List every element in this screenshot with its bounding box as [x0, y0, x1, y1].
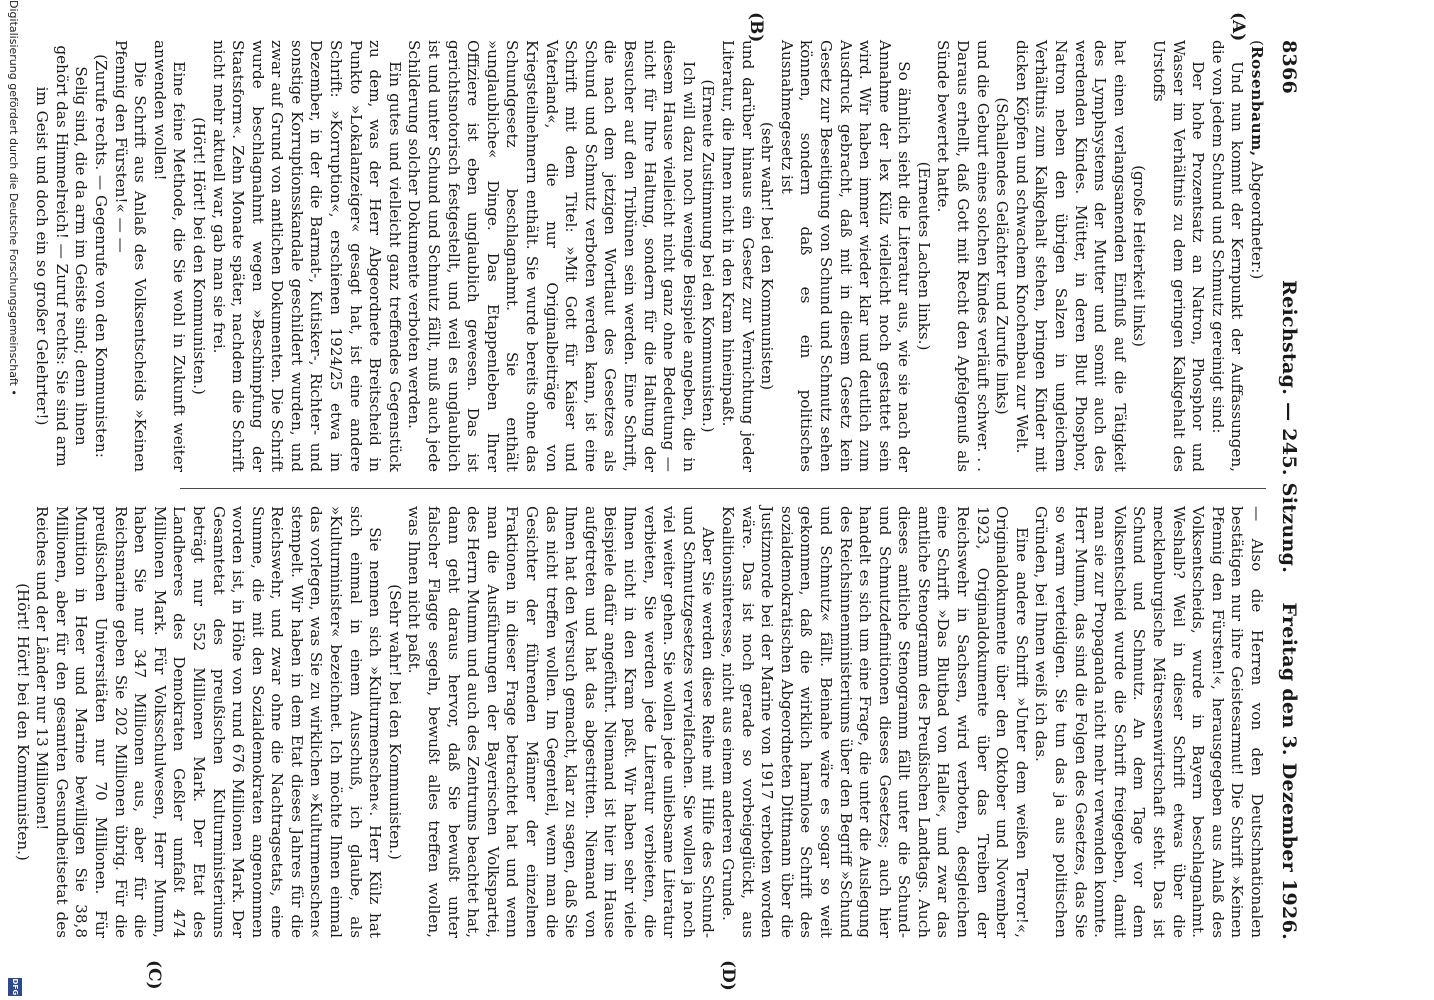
- paragraph: So ähnlich sieht die Literatur aus, wie sie nach der Annahme der lex Külz vielleicht noch gestattet sein wird. Wir haben immer wieder klar und deutlich zum Ausdruck gebracht, daß mit in diesem Gesetz kein Gesetz zur Beseitigung von Schund und Schmutz sehen können, sondern daß es ein politisches Ausnahmegesetz ist: [777, 40, 914, 472]
- paragraph: Eine feine Methode, die Sie wohl in Zukunft weiter anwenden wollen!: [150, 40, 189, 472]
- paragraph: — Also die Herren von den Deutschnationalen bestätigen nur ihre Geistesarmut! Die Schrift »Keinen Pfennig den Fürsten!«, herausgegeben aus Anlaß des Volksentscheids, wurde in Bayern beschlagnahmt. Weshalb? Weil in dieser Schrift etwas über die mecklenburgische Mätressenwirtschaft steht. Das ist Schund und Schmutz. An dem Tage vor dem Volksentscheid wurde die Schrift freigegeben, damit man sie zur Propaganda nicht mehr verwenden konnte. Herr Mumm, das sind die Folgen des Gesetzes, das Sie so warm verteidigen. Sie tun das ja aus politischen Gründen, bei Ihnen weiß ich das.: [1032, 506, 1266, 938]
- digitization-footer: [4, 0, 22, 1000]
- right-column: [13, 506, 1266, 938]
- interjection: (Sehr wahr! bei den Kommunisten.): [385, 584, 404, 860]
- paragraph: Die Schrift aus Anlaß des Volksentscheids »Keinen Pfennig den Fürsten!« — —: [111, 40, 150, 472]
- left-column: [33, 40, 1266, 472]
- dfg-logo: DFG: [8, 978, 22, 996]
- paragraph: hat einen verlangsamenden Einfluß auf die Tätigkeit des Lymphsystems der Mutter und somit auch des werdenden Kindes. Mütter, in deren Blut Phosphor, Natron neben den übrigen Salzen in ungleichem Verhältnis zum Kalkgehalt stehen, bringen Kinder mit dicken Köpfen und schwachem Knochenbau zur Welt.: [1012, 40, 1129, 472]
- paragraph: Ich will dazu noch wenige Beispiele angeben, die in diesem Hause vielleicht nicht ganz ohne Bedeutung — nicht für Ihre Haltung, sondern für die Haltung der Besucher auf den Tribünen sein werden. Eine Schrift, die nach dem jetzigen Wortlaut des Gesetzes als Schund und Schmutz verboten werden kann, ist eine Schrift mit dem Titel: »Mit Gott für Kaiser und Vaterland«, die nur Originalbeiträge von Kriegsteilnehmern enthält. Sie wurde bereits ohne das Schundgesetz beschlagnahmt. Sie enthält »unglaubliche« Dinge. Das Etappenleben Ihrer Offiziere ist eben unglaublich gewesen. Das ist gerichtsnotorisch festgestellt, und weil es unglaublich ist und unter Schund und Schmutz fällt, muß auch jede Schilderung solcher Dokumente verboten werden.: [405, 40, 698, 472]
- paragraph: Eine andere Schrift »Unter dem weißen Terror!«, Originaldokumente über den Oktober und November 1923, Originaldokumente über das Treiben der Reichswehr in Sachsen, wird verboten, desgleichen eine Schrift »Das Blutbad von Halle«, und zwar das amtliche Stenogramm des Preußischen Landtags. Auch dieses amtliche Stenogramm fällt unter die Schund- und Schmutzdefinitionen dieses Gesetzes; auch hier handelt es sich um eine Frage, die unter die Auslegung des Reichsinnenministeriums über den Begriff »Schund und Schmutz« fällt. Beinahe wäre es sogar so weit gekommen, daß die wirklich harmlose Schrift des sozialdemokratischen Abgeordneten Dittmann über die Justizmorde bei der Marine von 1917 verboten worden wäre. Das ist noch gerade so vorbeigeglückt, aus Koalitionsinteresse, nicht aus einem anderen Grunde.: [718, 506, 1031, 938]
- interjection: (Hört! Hört! bei den Kommunisten.): [189, 117, 208, 395]
- paragraph: Sie nennen sich »Kulturmenschen«. Herr Külz hat sich einmal in einem Ausschuß, ich glaube, als »Kulturminister« bezeichnet. Ich möchte Ihnen einmal das vorlegen, was Sie zu wirklichen »Kulturmenschen« stempelt. Wir haben in dem Etat dieses Jahres für die Reichswehr, und zwar ohne die Nachtragsetats, eine Summe, die mit den Sozialdemokraten angenommen worden ist, in Höhe von rund 676 Millionen Mark. Der Gesamtetat des preußischen Kulturministeriums beträgt nur 552 Millionen Mark. Der Etat des Landheeres des Demokraten Geßler umfaßt 474 Millionen Mark. Für Volksschulwesen, Herr Mumm, haben Sie nur 347 Millionen aus, aber für die Reichsmarine geben Sie 202 Millionen übrig. Für die preußischen Universitäten nur 70 Millionen. Für Munition in Heer und Marine bewilligen Sie 38,8 Millionen, aber für den gesamten Gesundheitsetat des Reiches und der Länder nur 13 Millionen!: [33, 506, 385, 938]
- margin-marker-b: (B): [746, 12, 766, 43]
- interjection: (Erneutes Lachen links.): [914, 161, 933, 351]
- paragraph: Der hohe Prozentsatz an Natron, Phosphor und Wasser im Verhältnis zu dem geringen Kalkgehalt des Urstoffs: [1150, 40, 1208, 472]
- session-date: Freitag den 3. Dezember 1926.: [1278, 602, 1300, 940]
- interjection: (Schallendes Gelächter und Zurufe links): [993, 97, 1012, 415]
- speaker-name: Rosenbaum,: [1248, 45, 1266, 157]
- margin-marker-c: (C): [144, 960, 164, 990]
- paragraph: Und nun kommt der Kernpunkt der Auffassungen, die von jedem Schund und Schmutz gereinigt sind:: [1208, 40, 1247, 472]
- paragraph: Ein gutes und vielleicht ganz treffendes Gegenstück zu dem, was der Herr Abgeordnete Breitscheid in Punkto »Lokalanzeiger« gesagt hat, ist eine andere Schrift: »Korruption«, erschienen 1924/25 etwa im Dezember, in der die Barmat-, Kutisker-, Richter- und sonstige Korruptionsskandale geschildert wurden, und zwar auf Grund von amtlichen Dokumenten. Die Schrift wurde beschlagnahmt wegen »Beschimpfung der Staatsform«. Zehn Monate später, nachdem die Schrift nicht mehr aktuell war, gab man sie frei.: [209, 40, 404, 472]
- page-number: 8366: [1278, 40, 1300, 95]
- paragraph: und darüber hinaus ein Gesetz zur Vernichtung jeder Literatur, die Ihnen nicht in den Kram hineinpaßt.: [718, 40, 757, 472]
- paragraph: und die Geburt eines solchen Kindes verläuft schwer. . . Daraus erhellt, daß Gott mit Recht den Apfelgenuß als Sünde bewertet hatte.: [934, 40, 992, 472]
- interjection: (sehr wahr! bei den Kommunisten): [758, 121, 777, 391]
- paragraph: Aber Sie werden diese Reihe mit Hilfe des Schund- und Schmutzgesetzes vervielfachen. Sie wollen ja noch viel weiter gehen. Sie wollen jede unliebsame Literatur verbieten, Sie werden jede Literatur verbieten, die Ihnen nicht in den Kram paßt. Wir haben sehr viele Beispiele dafür angeführt. Niemand ist hier im Hause aufgetreten und hat das abgestritten. Niemand von Ihnen hat den Versuch gemacht, klar zu sagen, daß Sie das nicht treffen wollen. Im Gegenteil, wenn man die Gesichter der führenden Männer der einzelnen Fraktionen in dieser Frage betrachtet hat und wenn man die Ausführungen der Bayerischen Volkspartei, des Herrn Mumm und auch des Zentrums beachtet hat, dann geht daraus hervor, daß Sie bewußt unter falscher Flagge segeln, bewußt alles treffen wollen, was Ihnen nicht paßt.: [405, 506, 718, 938]
- interjection: (große Heiterkeit links): [1130, 165, 1149, 347]
- interjection: (Hört! Hört! bei den Kommunisten.): [13, 583, 32, 861]
- margin-marker-a: (A): [1228, 12, 1248, 42]
- interjection: (Erneute Zustimmung bei den Kommunisten.): [699, 79, 718, 433]
- column-divider: [180, 488, 1266, 489]
- speaker-role: Abgeordneter:: [1248, 161, 1266, 274]
- page-header: [1272, 0, 1306, 1000]
- margin-marker-d: (D): [718, 960, 738, 991]
- interjection: (Zurufe rechts. — Gegenrufe von den Kommunisten: Selig sind, die da arm im Geiste sind; denn ihnen gehört das Himmelreich! — Zuruf rechts: Sie sind arm im Geist und doch ein so großer Gelehrter!): [33, 45, 110, 467]
- speaker-line: (Rosenbaum, Abgeordneter:): [1248, 40, 1266, 280]
- session-title: Reichstag. — 245. Sitzung.: [1278, 280, 1300, 574]
- funding-credit: Digitalisierung gefördert durch die Deutsche Forschungsgemeinschaft •: [7, 0, 20, 396]
